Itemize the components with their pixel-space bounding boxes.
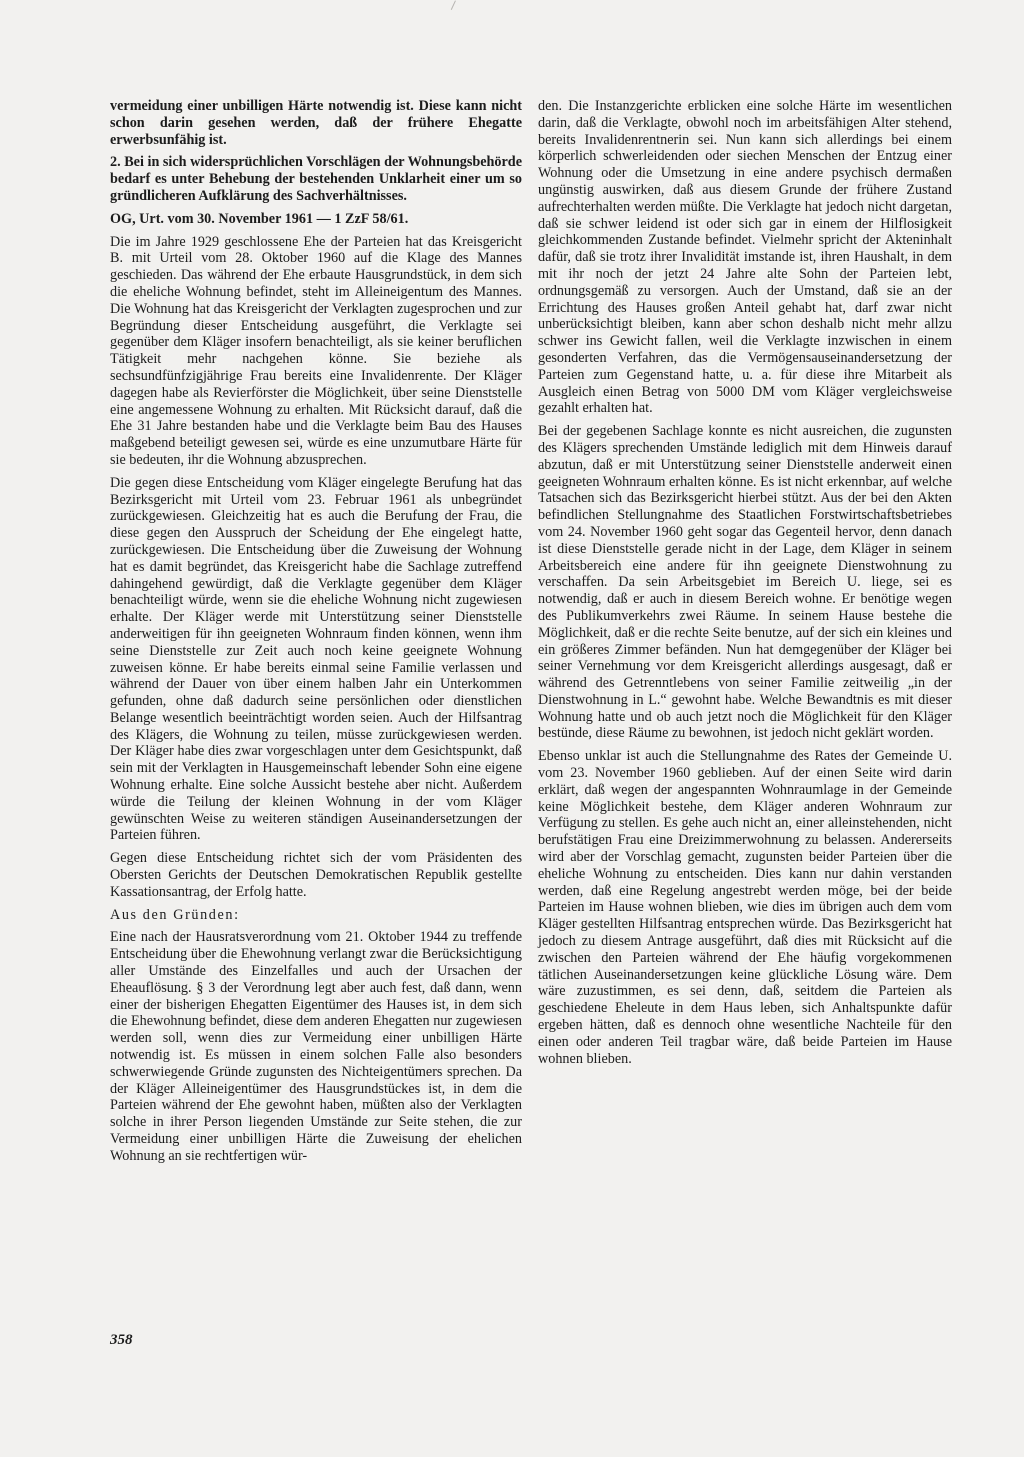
body-paragraph: den. Die Instanzgerichte erblicken eine solche Härte im wesentlichen darin, daß die Verklagte, obwohl noch im arbeitsfähigen Alter stehend, bereits Invalidenrentnerin sei. Nun kann sich allerdings bei einem körperlich schwerleidenden oder siechen Menschen der Entzug einer Wohnung oder die Umsetzung in eine andere psychisch dermaßen ungünstig auswirken, daß aus diesem Grunde der frühere Zustand aufrechterhalten werden müßte. Die Verklagte hat jedoch nicht dargetan, daß sie schwer leidend ist oder sich gar in einem der Hilflosigkeit gleichkommenden Zustande befindet. Vielmehr spricht der Akteninhalt dafür, daß sie trotz ihrer Invalidität imstande ist, ihren Haushalt, in dem mit ihr noch der jetzt 24 Jahre alte Sohn der Parteien lebt, ordnungsgemäß zu versorgen. Auch der Umstand, daß sie an der Errichtung des Hauses großen Anteil gehabt hat, darf zwar nicht unberücksichtigt bleiben, kann aber schon deshalb nicht mehr allzu schwer ins Gewicht fallen, weil die Verklagte inzwischen in einem gesonderten Verfahren, das die Vermögensauseinandersetzung der Parteien zum Gegenstand hatte, u. a. für diese ihre Mitarbeit als Ausgleich einen Betrag von 5000 DM vom Kläger vergleichsweise gezahlt erhalten hat. xyxy=(538,98,952,417)
page-number: 358 xyxy=(110,1332,133,1348)
body-paragraph: Ebenso unklar ist auch die Stellungnahme des Rates der Gemeinde U. vom 23. November 1960 geblieben. Auf der einen Seite wird darin erklärt, daß wegen der angespannten Wohnraumlage in der Gemeinde keine Möglichkeit bestehe, dem Kläger anderen Wohnraum zur Verfügung zu stellen. Es gehe auch nicht an, einer alleinstehenden, nicht berufstätigen Frau eine Dreizimmerwohnung zu belassen. Andererseits wird aber der Vorschlag gemacht, zugunsten beider Parteien über die eheliche Wohnung zu entscheiden. Dies kann nur dahin verstanden werden, daß eine Regelung angestrebt werden möge, bei der beide Parteien im Hause wohnen blieben, wie dies im übrigen auch dem vom Kläger gestellten Hilfsantrag entsprechen würde. Das Bezirksgericht hat jedoch zu diesem Antrage ausgeführt, daß dies mit Rücksicht auf die zwischen den Parteien während der Ehe häufig vorgekommenen tätlichen Auseinandersetzungen keine glückliche Lösung wäre. Dem wäre zuzustimmen, es sei denn, daß, seitdem die Parteien als geschiedene Eheleute in dem Haus leben, sich Anhaltspunkte dafür ergeben hätten, daß es dennoch ohne wesentliche Nachteile für den einen oder anderen Teil tragbar wäre, daß beide Parteien im Hause wohnen blieben. xyxy=(538,748,952,1067)
body-paragraph: Die gegen diese Entscheidung vom Kläger eingelegte Berufung hat das Bezirksgericht mit Urteil vom 23. Februar 1961 als unbegründet zurückgewiesen. Gleichzeitig hat es auch die Berufung der Frau, die diese gegen den Ausspruch der Scheidung der Ehe eingelegt hatte, zurückgewiesen. Die Entscheidung über die Zuweisung der Wohnung hat es damit begründet, das Kreisgericht habe die Sachlage zutreffend dahingehend gewürdigt, daß die Verklagte gegenüber dem Kläger benachteiligt würde, wenn sie die eheliche Wohnung nicht zugewiesen erhalte. Der Kläger werde mit Unterstützung seiner Dienststelle anderweitigen für ihn geeigneten Wohnraum finden können, wenn ihm seine Dienststelle zur Zeit auch noch keine geeignete Wohnung zuweisen könne. Er habe bereits einmal seine Familie verlassen und während der Dauer von über einem halben Jahr ein Unterkommen gefunden, ohne daß dadurch seine persönlichen oder dienstlichen Belange wesentlich beeinträchtigt worden seien. Auch der Hilfsantrag des Klägers, die Wohnung zu teilen, müsse zurückgewiesen werden. Der Kläger habe dies zwar vorgeschlagen unter dem Gesichtspunkt, daß sein mit der Verklagten in Hausgemeinschaft lebender Sohn eine eigene Wohnung erhalte. Eine solche Aussicht bestehe aber nicht. Außerdem würde die Teilung der kleinen Wohnung in der vom Kläger gewünschten Weise zu weiteren ständigen Auseinandersetzungen der Parteien führen. xyxy=(110,474,522,844)
body-paragraph: Gegen diese Entscheidung richtet sich der vom Präsidenten des Obersten Gerichts der Deutschen Demokratischen Republik gestellte Kassationsantrag, der Erfolg hatte. xyxy=(110,850,522,900)
headnote-continuation: vermeidung einer unbilligen Härte notwendig ist. Diese kann nicht schon darin gesehen werden, daß der frühere Ehegatte erwerbsunfähig ist. xyxy=(110,98,522,148)
body-paragraph: Bei der gegebenen Sachlage konnte es nicht ausreichen, die zugunsten des Klägers sprechenden Umstände lediglich mit dem Hinweis darauf abzutun, daß er mit Unterstützung seiner Dienststelle anderweit einen geeigneten Wohnraum erhalten könne. Es ist nicht erkennbar, auf welche Tatsachen sich das Bezirksgericht hierbei stützt. Aus der bei den Akten befindlichen Stellungnahme des Staatlichen Forstwirtschaftsbetriebes vom 24. November 1960 geht sogar das Gegenteil hervor, denn danach ist diese Dienststelle gerade nicht in der Lage, dem Kläger in seinem Arbeitsbereich eine andere für ihn geeignete Dienstwohnung zu verschaffen. Da sein Arbeitsgebiet im Bereich U. liege, sei es notwendig, daß er auch in diesem Bereich wohne. Er benötige wegen des Publikumverkehrs zwei Räume. In seinem Hause bestehe die Möglichkeit, daß er die rechte Seite benutze, auf der sich ein kleines und ein größeres Zimmer befänden. Nun hat demgegenüber der Kläger bei seiner Vernehmung vor dem Kreisgericht allerdings ausgesagt, daß er während des Getrenntlebens von seiner Familie zeitweilig „in der Dienstwohnung in L.“ gewohnt habe. Welche Bewandtnis es mit dieser Wohnung hatte und ob auch jetzt noch die Möglichkeit für den Kläger bestünde, diese Räume zu bewohnen, ist jedoch nicht geklärt worden. xyxy=(538,423,952,742)
headnote-2: 2. Bei in sich widersprüchlichen Vorschlägen der Wohnungsbehörde bedarf es unter Behebung der bestehenden Unklarheit einer um so gründlicheren Aufklärung des Sachverhältnisses. xyxy=(110,154,522,204)
body-paragraph: Die im Jahre 1929 geschlossene Ehe der Parteien hat das Kreisgericht B. mit Urteil vom 28. Oktober 1960 auf die Klage des Mannes geschieden. Das während der Ehe erbaute Hausgrundstück, in dem sich die eheliche Wohnung befindet, steht im Alleineigentum des Mannes. Die Wohnung hat das Kreisgericht der Verklagten zugesprochen und zur Begründung dieser Entscheidung ausgeführt, die Verklagte sei gegenüber dem Kläger insofern benachteiligt, als sie keiner beruflichen Tätigkeit mehr nachgehen könne. Sie beziehe als sechsundfünfzigjährige Frau bereits eine Invalidenrente. Der Kläger dagegen habe als Revierförster die Möglichkeit, über seine Dienststelle eine angemessene Wohnung zu erhalten. Mit Rücksicht darauf, daß die Ehe 31 Jahre bestanden habe und die Verklagte beim Bau des Hauses maßgebend beteiligt gewesen sei, würde es eine unzumutbare Härte für sie bedeuten, ihr die Wohnung abzusprechen. xyxy=(110,233,522,468)
section-heading: Aus den Gründen: xyxy=(110,906,240,923)
right-column xyxy=(538,98,952,1073)
case-reference: OG, Urt. vom 30. November 1961 — 1 ZzF 58/61. xyxy=(110,210,409,227)
scan-mark xyxy=(451,0,472,17)
left-column xyxy=(110,98,522,1171)
body-paragraph: Eine nach der Hausratsverordnung vom 21. Oktober 1944 zu treffende Entscheidung über die Ehewohnung verlangt zwar die Berücksichtigung aller Umstände des Einzelfalles und auch der Ursachen der Eheauflösung. § 3 der Verordnung legt aber auch fest, daß dann, wenn einer der bisherigen Ehegatten Eigentümer des Hauses ist, in dem sich die Ehewohnung befindet, diese dem anderen Ehegatten nur zugewiesen werden soll, wenn dies zur Vermeidung einer unbilligen Härte notwendig ist. Es müssen in einem solchen Falle also besonders schwerwiegende Gründe zugunsten des Nichteigentümers sprechen. Da der Kläger Alleineigentümer des Hausgrundstückes ist, in dem die Parteien während der Ehe gewohnt haben, müßten also der Verklagten solche in ihrer Person liegenden Umstände zur Seite stehen, die zur Vermeidung einer unbilligen Härte die Zuweisung der ehelichen Wohnung an sie rechtfertigen wür- xyxy=(110,929,522,1164)
